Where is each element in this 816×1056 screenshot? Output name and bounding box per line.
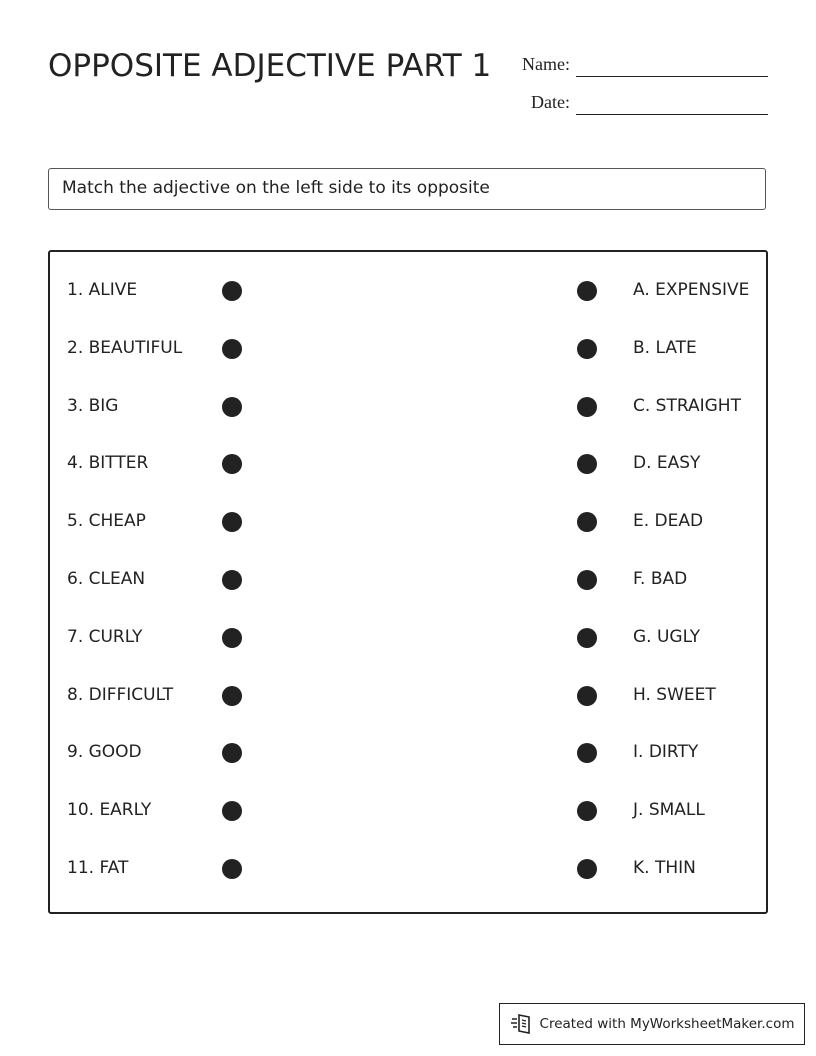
left-match-dot[interactable] <box>222 454 242 474</box>
right-match-dot[interactable] <box>577 397 597 417</box>
name-label: Name: <box>522 54 570 74</box>
right-match-dot[interactable] <box>577 859 597 879</box>
footer-text: Created with MyWorksheetMaker.com <box>539 1016 795 1032</box>
right-match-dot[interactable] <box>577 281 597 301</box>
right-match-dot[interactable] <box>577 339 597 359</box>
instructions-box: Match the adjective on the left side to its opposite <box>48 168 766 210</box>
left-item-label: 10. EARLY <box>67 800 152 821</box>
right-match-dot[interactable] <box>577 454 597 474</box>
right-item-label: I. DIRTY <box>633 742 699 763</box>
left-item-label: 11. FAT <box>67 858 129 878</box>
match-row <box>50 623 766 653</box>
left-match-dot[interactable] <box>222 339 242 359</box>
worksheet-title: OPPOSITE ADJECTIVE PART 1 <box>48 48 492 84</box>
right-match-dot[interactable] <box>577 628 597 648</box>
right-match-dot[interactable] <box>577 743 597 763</box>
left-item-label: 7. CURLY <box>67 626 143 647</box>
match-row <box>50 565 766 595</box>
left-item-label: 1. ALIVE <box>67 280 138 300</box>
right-match-dot[interactable] <box>577 801 597 821</box>
footer-credit <box>499 1003 805 1045</box>
right-match-dot[interactable] <box>577 570 597 590</box>
right-item-label: H. SWEET <box>633 684 716 705</box>
left-item-label: 4. BITTER <box>67 453 149 474</box>
left-match-dot[interactable] <box>222 743 242 763</box>
right-item-label: C. STRAIGHT <box>633 395 741 416</box>
right-item-label: B. LATE <box>633 337 697 358</box>
left-match-dot[interactable] <box>222 801 242 821</box>
right-item-label: F. BAD <box>633 569 688 589</box>
left-item-label: 5. CHEAP <box>67 511 146 532</box>
right-item-label: K. THIN <box>633 858 696 878</box>
left-match-dot[interactable] <box>222 281 242 301</box>
worksheet-maker-logo-icon <box>510 1013 534 1035</box>
left-item-label: 8. DIFFICULT <box>67 684 174 705</box>
matching-area <box>48 250 768 914</box>
name-field[interactable] <box>576 76 768 77</box>
right-match-dot[interactable] <box>577 686 597 706</box>
left-match-dot[interactable] <box>222 628 242 648</box>
date-label: Date: <box>531 92 570 112</box>
match-row <box>50 392 766 422</box>
left-match-dot[interactable] <box>222 397 242 417</box>
match-row <box>50 276 766 306</box>
right-item-label: E. DEAD <box>633 511 704 532</box>
right-match-dot[interactable] <box>577 512 597 532</box>
right-item-label: G. UGLY <box>633 626 701 647</box>
left-item-label: 2. BEAUTIFUL <box>67 337 183 358</box>
match-row <box>50 796 766 826</box>
match-row <box>50 507 766 537</box>
right-item-label: J. SMALL <box>633 800 705 821</box>
match-row <box>50 854 766 884</box>
right-item-label: A. EXPENSIVE <box>633 280 750 300</box>
left-item-label: 6. CLEAN <box>67 569 146 589</box>
left-item-label: 3. BIG <box>67 395 119 416</box>
left-item-label: 9. GOOD <box>67 742 142 763</box>
left-match-dot[interactable] <box>222 686 242 706</box>
left-match-dot[interactable] <box>222 570 242 590</box>
match-row <box>50 738 766 768</box>
left-match-dot[interactable] <box>222 512 242 532</box>
match-row <box>50 449 766 479</box>
date-field[interactable] <box>576 114 768 115</box>
right-item-label: D. EASY <box>633 453 701 474</box>
match-row <box>50 681 766 711</box>
match-row <box>50 334 766 364</box>
left-match-dot[interactable] <box>222 859 242 879</box>
